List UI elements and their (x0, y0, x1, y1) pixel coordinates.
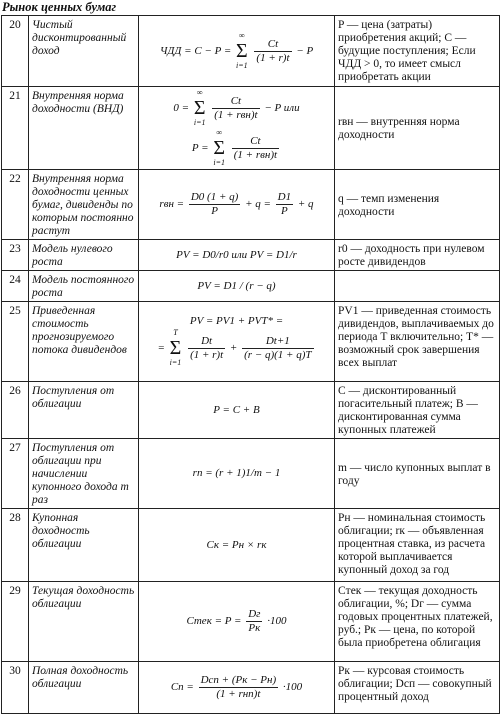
row-name: Внутренняя норма доходности ценных бумаг, дивиденды по которым постоянно растут (29, 170, 139, 240)
table-row (2, 16, 500, 87)
formula-text: ·100 (282, 681, 303, 694)
formula-coupon-m: rп = (r + 1)1/m − 1 (139, 439, 335, 509)
table-caption: Рынок ценных бумаг (2, 0, 117, 14)
row-name: Чистый дисконтированный доход (29, 16, 139, 87)
formula-text: Cп = (170, 681, 194, 694)
formula-text: ·100 (267, 615, 287, 628)
row-number: 26 (2, 382, 29, 439)
row-number: 30 (2, 662, 29, 714)
formula-npv (139, 16, 335, 87)
fraction: $\frac{Ct}{\text{(1 + rвн)t}}$ (214, 94, 258, 121)
row-name: Купонная доходность облигации (29, 509, 139, 582)
formula-growth-irr (139, 170, 335, 240)
row-note: Pк — курсовая стоимость облигации; Dсп — совокупный процентный доход (335, 662, 500, 714)
row-name: Приведенная стоимость прогнозируемого потока дивидендов (29, 302, 139, 382)
row-note: Cтек — текущая доходность облигации, %; Dг — сумма годовых процентных платежей, руб.; Pк — цена, по которой была приобретена облигация (335, 582, 500, 662)
formula-text: + (229, 341, 238, 354)
table-row (2, 662, 500, 714)
table-row (2, 240, 500, 271)
fraction: $\frac{Dt+1}{(r - q)(1 + q)T}$ (244, 334, 312, 361)
row-name: Полная доходность облигации (29, 662, 139, 714)
row-name: Модель нулевого роста (29, 240, 139, 271)
row-number: 21 (2, 87, 29, 170)
row-name: Модель постоянного роста (29, 271, 139, 302)
formula-text: − P или (264, 101, 300, 114)
row-name: Поступления от облигации (29, 382, 139, 439)
fraction: $\frac{Ct}{(1 + r)t}$ (256, 37, 290, 64)
formula-text: 0 = (173, 101, 190, 114)
row-name: Поступления от облигации при начислении купонного дохода m раз (29, 439, 139, 509)
row-name: Текущая доходность облигации (29, 582, 139, 662)
row-note (335, 271, 500, 302)
formula-dividend-pv (139, 302, 335, 382)
formula-text: = (157, 341, 165, 354)
fraction: $\frac{\text{Dсп + (Pк − Pн)}}{\text{(1 + rнп)t}}$ (200, 674, 277, 700)
row-number: 24 (2, 271, 29, 302)
table-row (2, 302, 500, 382)
formula-text: + q = (245, 198, 271, 211)
formula-coupon-yield: Cк = Pн × rк (139, 509, 335, 582)
formula-text: PV = PV1 + PVT* = (189, 315, 284, 327)
table-row (2, 382, 500, 439)
formula-text: ЧДД = C − P = (159, 44, 232, 57)
formula-text: − P (296, 44, 314, 57)
formula-text: rвн = (159, 198, 185, 211)
fraction: $\frac{D1}{P}$ (277, 191, 292, 217)
row-note: m — число купонных выплат в году (335, 439, 500, 509)
table-row (2, 87, 500, 170)
sum-sign: ∞ Σ i=1 (193, 88, 206, 127)
sum-sign: T Σ i=1 (169, 328, 182, 367)
row-note: Pн — номинальная стоимость облигации; rк — объявленная процентная ставка, из расчета которой выплачивается купонный доход за год (335, 509, 500, 582)
row-number: 27 (2, 439, 29, 509)
row-note: q — темп изменения доходности (335, 170, 500, 240)
row-number: 20 (2, 16, 29, 87)
fraction: $\frac{Dг}{Pк}$ (248, 608, 261, 634)
formula-text: P = (191, 141, 209, 154)
row-number: 28 (2, 509, 29, 582)
formula-text: + q (297, 198, 314, 211)
formula-bond-income: P = C + B (139, 382, 335, 439)
formula-full-yield (139, 662, 335, 714)
fraction: $\frac{Dt}{(1 + r)t}$ (190, 334, 224, 361)
row-name: Внутренняя норма доходности (ВНД) (29, 87, 139, 170)
formula-current-yield (139, 582, 335, 662)
formula-table (1, 15, 500, 714)
sum-sign: ∞ Σ i=1 (236, 31, 248, 70)
row-note: P — цена (затраты) приобретения акций; C — будущие поступления; Если ЧДД > 0, то имеет смысл приобретать акции (335, 16, 500, 87)
row-note: C — дисконтированный погасительный платеж; B — дисконтированная сумма купонных платежей (335, 382, 500, 439)
row-note: r0 — доходность при нулевом росте дивидендов (335, 240, 500, 271)
row-note: PV1 — приведенная стоимость дивидендов, выплачиваемых до периода T включительно; T* — возможный срок завершения всех выплат (335, 302, 500, 382)
table-row (2, 170, 500, 240)
table-row (2, 509, 500, 582)
row-note: rвн — внутренняя норма доходности (335, 87, 500, 170)
table-row (2, 439, 500, 509)
row-number: 23 (2, 240, 29, 271)
formula-irr (139, 87, 335, 170)
table-row (2, 582, 500, 662)
row-number: 29 (2, 582, 29, 662)
fraction: $\frac{Ct}{\text{(1 + rвн)t}}$ (233, 134, 278, 161)
formula-zero-growth: PV = D0/r0 или PV = D1/r (139, 240, 335, 271)
formula-constant-growth: PV = D1 / (r − q) (139, 271, 335, 302)
row-number: 22 (2, 170, 29, 240)
table-row (2, 271, 500, 302)
fraction: $\frac{D0 (1 + q)}{P}$ (190, 191, 239, 217)
row-number: 25 (2, 302, 29, 382)
sum-sign: ∞ Σ i=1 (213, 128, 225, 167)
formula-text: Cтек = P = (186, 615, 242, 628)
